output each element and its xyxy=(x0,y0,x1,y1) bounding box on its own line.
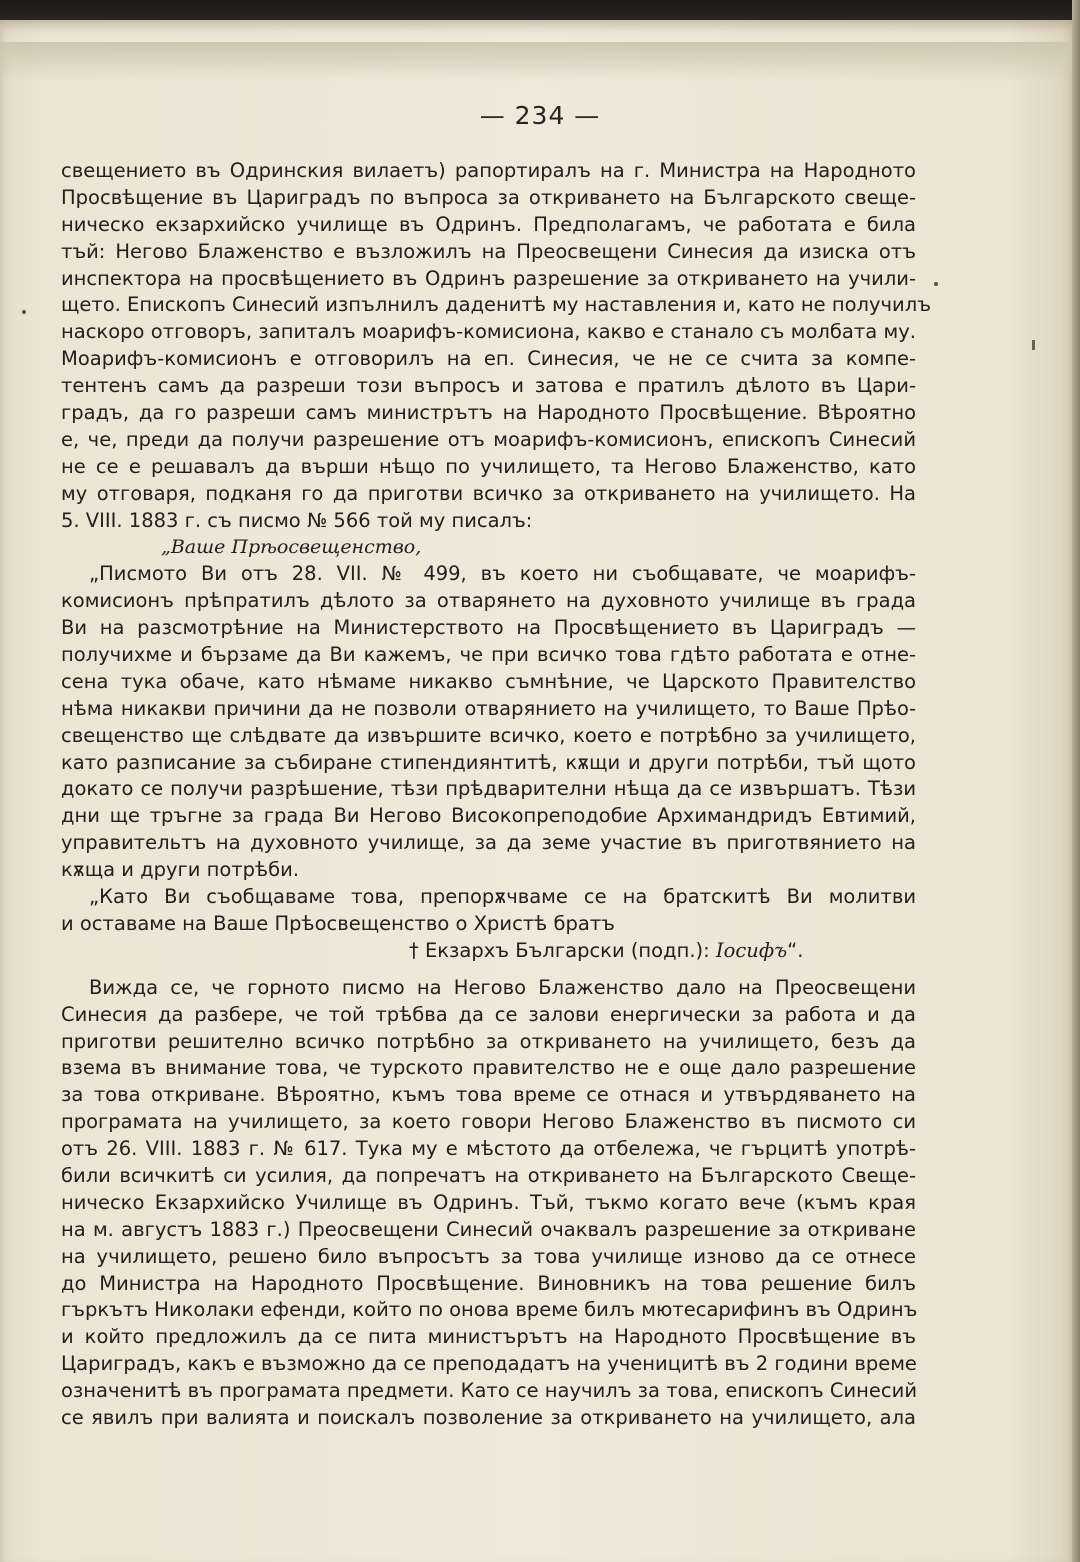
text-line: взема въ внимание това, че турското правителство не е още дало разрешение xyxy=(61,1056,916,1080)
text-line: инспектора на просвѣщението въ Одринъ разрешение за откриването на учили- xyxy=(61,266,916,290)
margin-mark xyxy=(1032,340,1035,350)
text-line: дни ще тръгне за града Ви Негово Високопреподобие Архимандридъ Евтимий, xyxy=(61,804,916,828)
paragraph-letter-closing xyxy=(61,884,916,938)
text-line: Ви на разсмотрѣние на Министерството на Просвѣщението въ Цариградъ — xyxy=(61,616,916,640)
letter-signature xyxy=(61,938,916,965)
text-line: тентенъ самъ да разреши този въпросъ и затова е пратилъ дѣлото въ Цари- xyxy=(61,374,916,398)
text-line: свещението въ Одринския вилаетъ) рапортиралъ на г. Министра на Народното xyxy=(61,159,916,182)
text-line: Синесия да разбере, че той трѣбва да се залови енергически за работа и да xyxy=(61,1002,916,1026)
text-line: като разписание за събиране стипендиянтитѣ, кѫщи и други потрѣби, тъй щото xyxy=(61,750,916,774)
text-line: се явилъ при валията и поискалъ позволение за откриването на училището, ала xyxy=(61,1405,916,1429)
text-line: докато се получи разрѣшение, тѣзи прѣдварителни нѣща да се извършатъ. Тѣзи xyxy=(61,777,916,801)
text-line: Моарифъ-комисионъ е отговорилъ на еп. Синесия, че не се счита за компе- xyxy=(61,347,916,371)
text-line: му отговаря, подканя го да приготви всичко за откриването на училището. На xyxy=(61,481,916,505)
paragraph-commentary xyxy=(61,975,916,1432)
scan-right-edge xyxy=(1072,0,1080,1562)
body-text xyxy=(61,158,931,1432)
text-line: сена тука обаче, като нѣмаме никакво съмнѣние, че Царското Правителство xyxy=(61,669,916,693)
text-line: на м. августъ 1883 г.) Преосвещени Синесий очаквалъ разрешение за откриване xyxy=(61,1217,916,1241)
text-line: получихме и бързаме да Ви кажемъ, че при всичко това гдѣто работата е отне- xyxy=(61,643,916,667)
text-line: „Писмото Ви отъ 28. VII. № 499, въ което ни съобщавате, че моарифъ- xyxy=(89,562,916,586)
text-line: 5. VIII. 1883 г. съ писмо № 566 той му писалъ: xyxy=(61,508,533,532)
margin-speck xyxy=(22,310,26,314)
signature-suffix: “. xyxy=(787,938,804,962)
text-line: гъркътъ Николаки ефенди, който по онова време билъ мютесарифинъ въ Одринъ xyxy=(61,1298,918,1322)
text-line: Просвѣщение въ Цариградъ по въпроса за откриването на Българското свеще- xyxy=(61,185,916,209)
paragraph-1 xyxy=(61,158,931,534)
text-line: и оставаме на Ваше Прѣосвещенство о Христѣ братъ xyxy=(61,911,615,935)
text-line: Вижда се, че горното писмо на Негово Блаженство дало на Преосвещени xyxy=(89,975,916,999)
text-line: щето. Епископъ Синесий изпълнилъ даденитѣ му наставления и, като не получилъ xyxy=(61,293,931,317)
text-line: „Като Ви съобщаваме това, препорѫчваме се на братскитѣ Ви молитви xyxy=(89,885,916,909)
text-line: управительтъ на духовното училище, за да земе участие въ приготвянието на xyxy=(61,831,916,855)
page-curl-shadow xyxy=(0,42,1072,82)
text-line: били всичкитѣ си усилия, да попречатъ на откриването на Българското Свеще- xyxy=(61,1163,916,1187)
text-line: нѣма никакви причини да не позволи отварянието на училището, то Ваше Прѣо- xyxy=(61,696,916,720)
text-line: означенитѣ въ програмата предмети. Като се научилъ за това, епископъ Синесий xyxy=(61,1379,918,1403)
text-line: Цариградъ, какъ е възможно да се преподадатъ на ученицитѣ въ 2 години време xyxy=(61,1352,917,1376)
text-line: тъй: Негово Блаженство е възложилъ на Преосвещени Синесия да изиска отъ xyxy=(61,239,916,263)
paragraph-letter-body xyxy=(61,561,916,884)
letter-salutation: „Ваше Прѣосвещенство, xyxy=(161,536,422,559)
paragraph-gap xyxy=(61,965,916,975)
text-line: ническо Екзархийско Училище въ Одринъ. Тъй, тъкмо когато вече (къмъ края xyxy=(61,1190,916,1214)
text-line: наскоро отговоръ, запиталъ моарифъ-комисиона, какво е станало съ молбата му. xyxy=(61,320,916,344)
scan-top-edge xyxy=(0,0,1080,22)
text-line: и който предложилъ да се пита министърътъ на Народното Просвѣщение въ xyxy=(61,1325,916,1349)
page-number: — 234 — xyxy=(479,101,601,130)
text-line: на училището, решено било въпросътъ за това училище изново да се отнесе xyxy=(61,1244,916,1268)
text-line: кѫща и други потрѣби. xyxy=(61,858,300,882)
signature-prefix: † Екзархъ Български (подп.): xyxy=(409,938,716,962)
text-line: градъ, да го разреши самъ министрътъ на Народното Просвѣщение. Вѣроятно xyxy=(61,401,916,425)
text-line: програмата на училището, за което говори Негово Блаженство въ писмото си xyxy=(61,1110,916,1134)
text-line: комисионъ прѣпратилъ дѣлото за отварянето на духовното училище въ града xyxy=(61,589,916,613)
signature-name: Іосифъ xyxy=(715,938,788,962)
text-line: свещенство ще слѣдвате да извършите всичко, което е потрѣбно за училището, xyxy=(61,723,916,747)
text-line: ническо екзархийско училище въ Одринъ. Предполагамъ, че работата е била xyxy=(61,212,916,236)
text-line: е, че, преди да получи разрешение отъ моарифъ-комисионъ, епископъ Синесий xyxy=(61,427,916,451)
margin-speck xyxy=(934,282,938,286)
text-line: отъ 26. VIII. 1883 г. № 617. Тука му е мѣстото да отбележа, че гърцитѣ употрѣ- xyxy=(61,1137,916,1161)
text-line: за това откриване. Вѣроятно, къмъ това време се отнася и утвърдяването на xyxy=(61,1083,916,1107)
text-line: до Министра на Народното Просвѣщение. Виновникъ на това решение билъ xyxy=(61,1271,916,1295)
text-line: не се е решавалъ да върши нѣщо по училището, та Негово Блаженство, като xyxy=(61,454,916,478)
text-line: приготви решително всичко потрѣбно за откриването на училището, безъ да xyxy=(61,1029,916,1053)
